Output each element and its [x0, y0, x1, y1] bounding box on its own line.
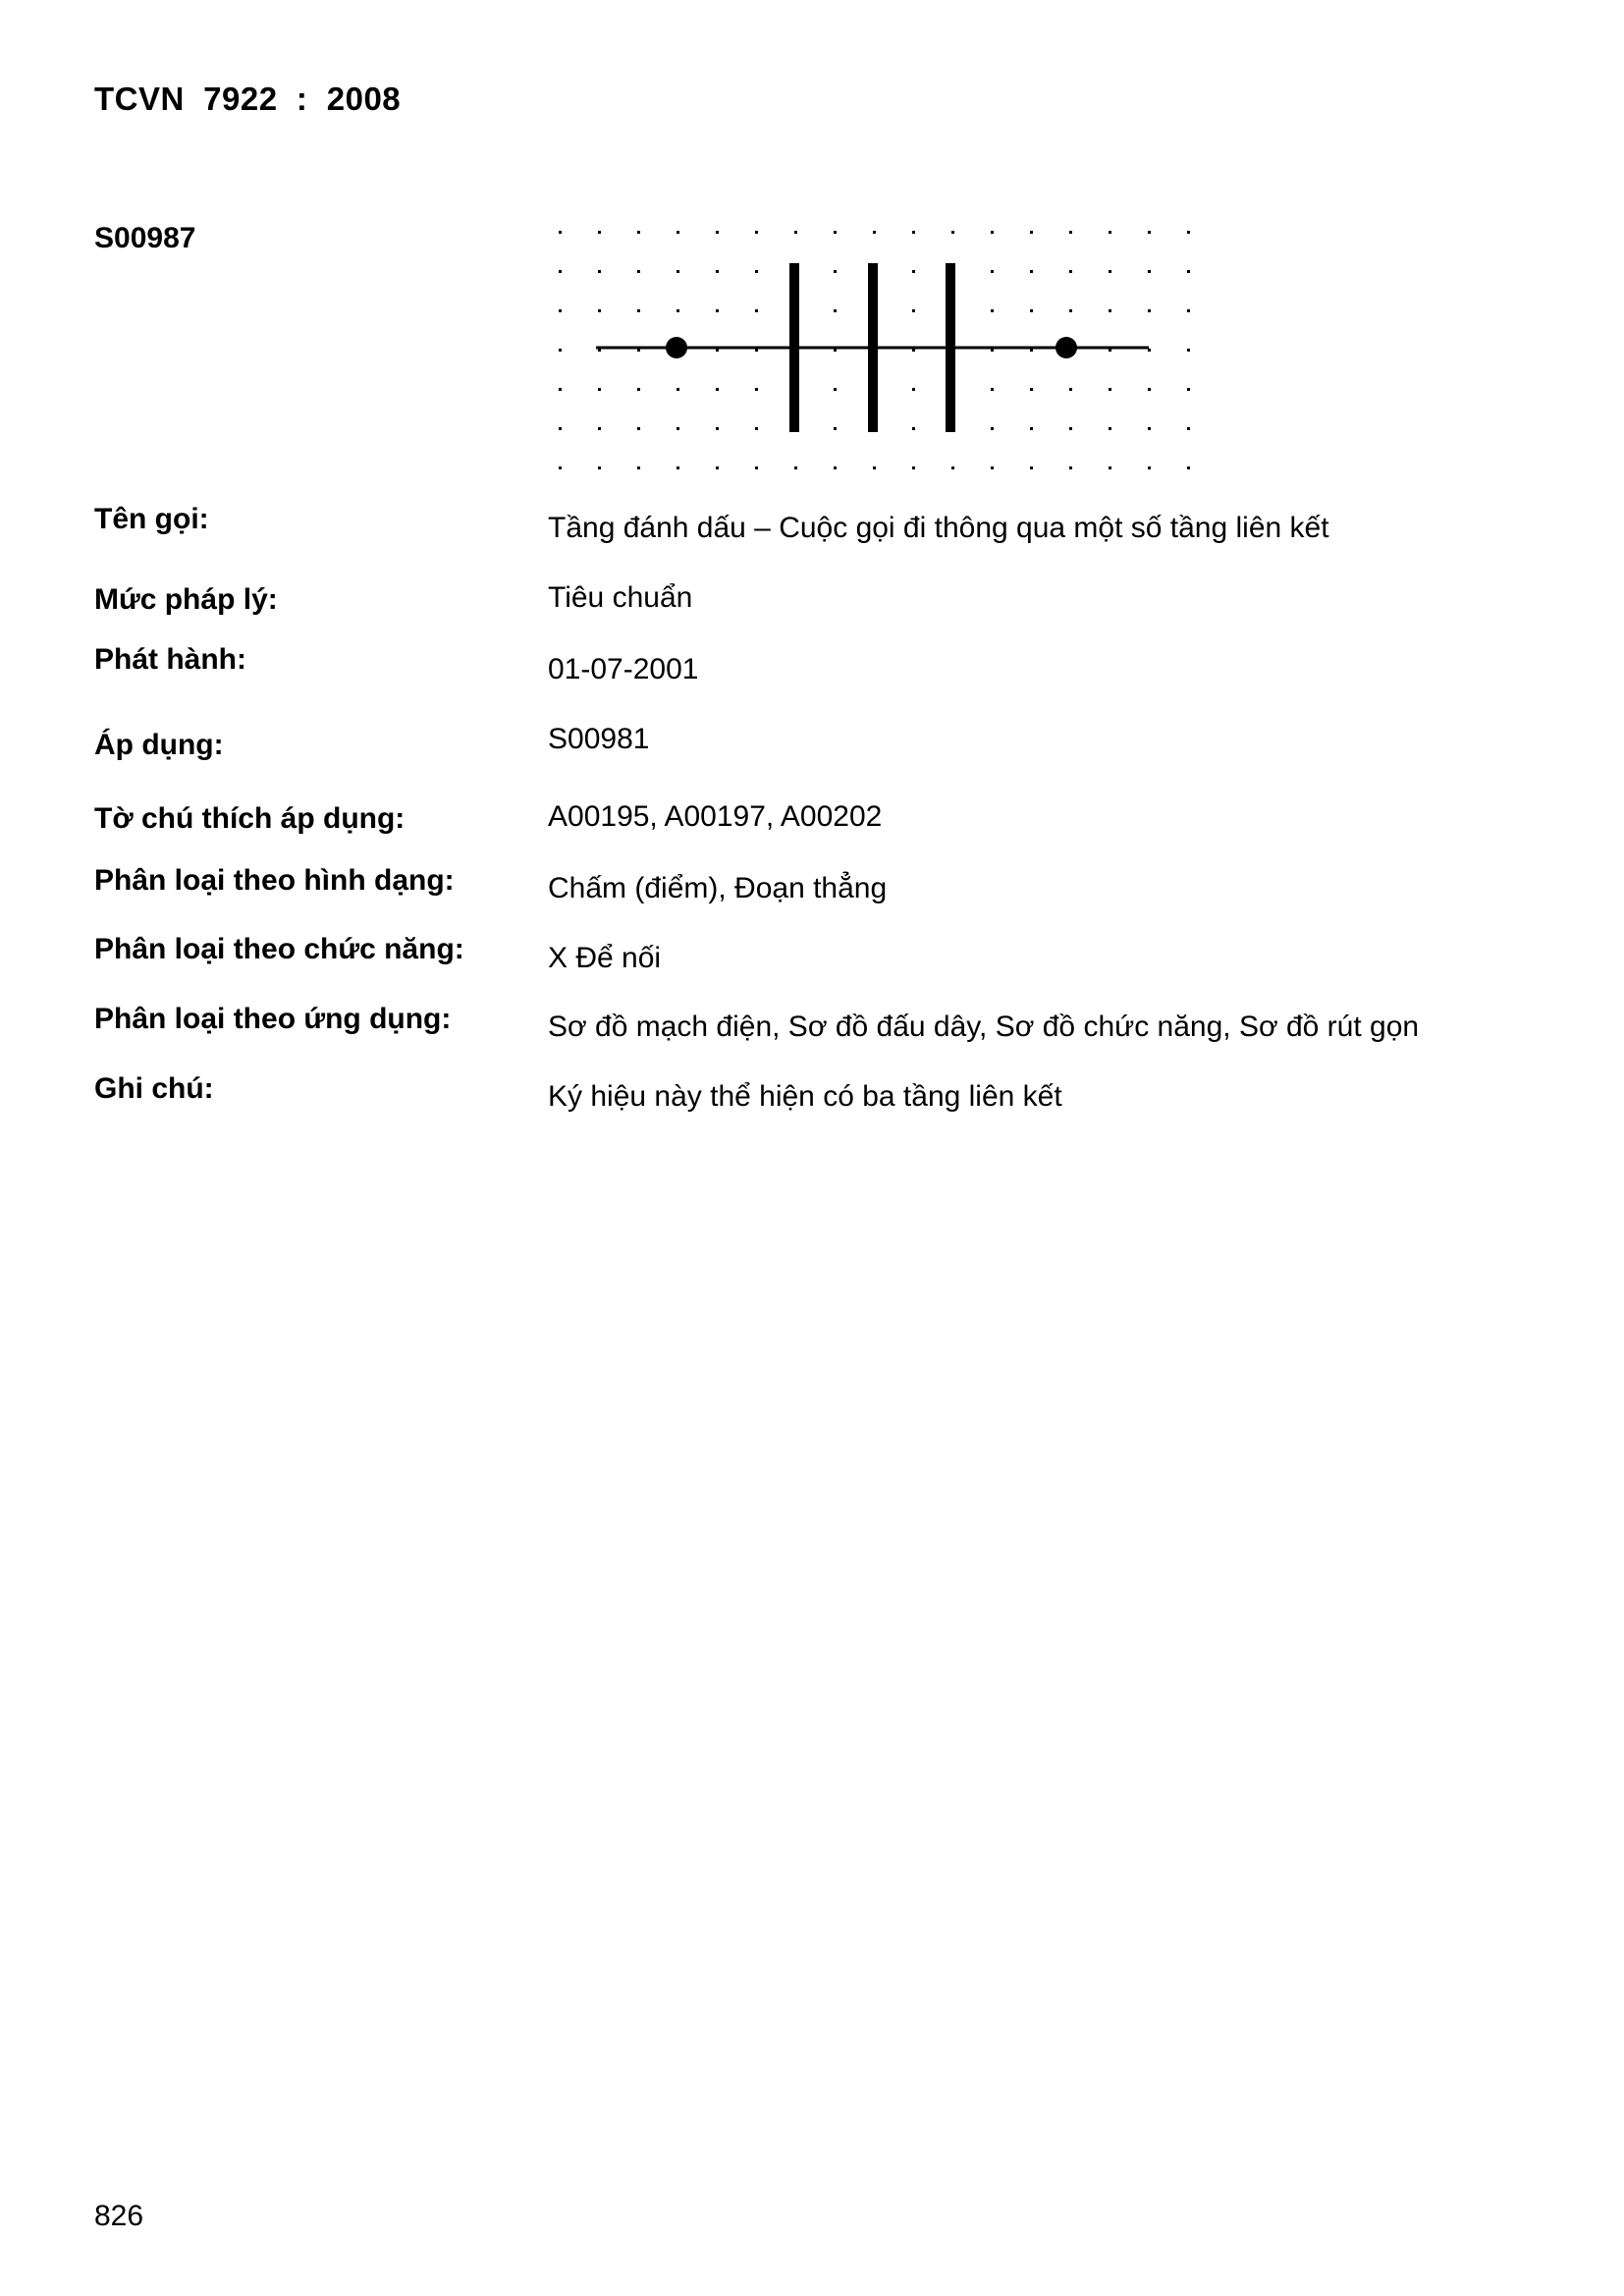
grid-dot: [912, 270, 915, 273]
grid-dot: [677, 466, 679, 469]
grid-dot: [991, 270, 994, 273]
grid-dot: [951, 466, 954, 469]
grid-dot: [1109, 388, 1111, 391]
grid-dot: [794, 231, 797, 234]
grid-dot: [1148, 466, 1151, 469]
field-annotation-sheet-label: Tờ chú thích áp dụng:: [94, 802, 406, 835]
field-name-value: Tầng đánh dấu – Cuộc gọi đi thông qua một số tầng liên kết: [548, 512, 1329, 544]
grid-dot: [1109, 309, 1111, 312]
layer-bar-1: [789, 263, 799, 432]
field-legal-level-label: Mức pháp lý:: [94, 583, 278, 616]
grid-dot: [559, 231, 562, 234]
grid-dot: [637, 388, 640, 391]
grid-dot: [1069, 231, 1072, 234]
field-note-value: Ký hiệu này thể hiện có ba tầng liên kết: [548, 1080, 1062, 1113]
grid-dot: [637, 427, 640, 430]
symbol-code: S00987: [94, 222, 196, 254]
grid-dot: [755, 427, 758, 430]
field-application-class-label: Phân loại theo ứng dụng:: [94, 1003, 452, 1035]
grid-dot: [1148, 388, 1151, 391]
field-function-class-label: Phân loại theo chức năng:: [94, 933, 464, 965]
grid-dot: [1030, 466, 1033, 469]
field-note-label: Ghi chú:: [94, 1072, 214, 1105]
grid-dot: [1069, 388, 1072, 391]
grid-dot: [991, 427, 994, 430]
grid-dot: [677, 231, 679, 234]
grid-dot: [1109, 231, 1111, 234]
grid-dot: [559, 270, 562, 273]
grid-dot: [912, 309, 915, 312]
grid-dot: [1187, 388, 1190, 391]
layer-bar-2: [868, 263, 878, 432]
grid-dot: [598, 270, 601, 273]
grid-dot: [559, 427, 562, 430]
grid-dot: [873, 466, 876, 469]
grid-dot: [755, 231, 758, 234]
grid-dot: [677, 309, 679, 312]
grid-dot: [1187, 349, 1190, 352]
grid-dot: [598, 388, 601, 391]
field-shape-class-value: Chấm (điểm), Đoạn thẳng: [548, 872, 888, 904]
field-name-label: Tên gọi:: [94, 503, 209, 535]
grid-dot: [873, 231, 876, 234]
grid-dot: [834, 466, 837, 469]
grid-dot: [637, 309, 640, 312]
grid-dot: [716, 270, 719, 273]
grid-dot: [716, 309, 719, 312]
connection-dot-right: [1056, 337, 1077, 358]
grid-dot: [559, 466, 562, 469]
grid-dot: [637, 231, 640, 234]
grid-dot: [1069, 309, 1072, 312]
grid-dot: [716, 466, 719, 469]
grid-dot: [834, 270, 837, 273]
grid-dot: [1030, 270, 1033, 273]
field-applies-value: S00981: [548, 723, 650, 755]
grid-dot: [1109, 270, 1111, 273]
grid-dot: [598, 466, 601, 469]
grid-dot: [755, 388, 758, 391]
grid-dot: [1187, 231, 1190, 234]
grid-dot: [677, 388, 679, 391]
grid-dot: [598, 231, 601, 234]
grid-dot: [1030, 388, 1033, 391]
grid-dot: [677, 427, 679, 430]
grid-dot: [637, 270, 640, 273]
grid-dot: [951, 231, 954, 234]
grid-dot: [559, 388, 562, 391]
symbol-diagram: [535, 210, 1213, 485]
grid-dot: [834, 427, 837, 430]
grid-dot: [1030, 231, 1033, 234]
grid-dot: [1187, 427, 1190, 430]
connection-dot-left: [666, 337, 687, 358]
grid-dot: [834, 231, 837, 234]
grid-dot: [834, 388, 837, 391]
field-function-class-value: X Để nối: [548, 942, 662, 974]
grid-dot: [598, 427, 601, 430]
field-shape-class-label: Phân loại theo hình dạng:: [94, 864, 455, 897]
grid-dot: [1187, 270, 1190, 273]
field-application-class-value: Sơ đồ mạch điện, Sơ đồ đấu dây, Sơ đồ chức năng, Sơ đồ rút gọn: [548, 1011, 1420, 1043]
grid-dot: [1069, 270, 1072, 273]
grid-dot: [1069, 466, 1072, 469]
grid-dot: [991, 309, 994, 312]
grid-dot: [1030, 309, 1033, 312]
grid-dot: [991, 231, 994, 234]
grid-dot: [677, 270, 679, 273]
grid-dot: [1148, 427, 1151, 430]
field-annotation-sheet-value: A00195, A00197, A00202: [548, 800, 883, 833]
grid-dot: [912, 466, 915, 469]
grid-dot: [912, 427, 915, 430]
grid-dot: [716, 388, 719, 391]
page-number: 826: [94, 2200, 144, 2232]
grid-dot: [912, 231, 915, 234]
field-legal-level-value: Tiêu chuẩn: [548, 581, 693, 614]
grid-dot: [991, 466, 994, 469]
grid-dot: [1109, 427, 1111, 430]
grid-dot: [834, 309, 837, 312]
grid-dot: [559, 309, 562, 312]
grid-dot: [1148, 309, 1151, 312]
grid-dot: [716, 231, 719, 234]
grid-dot: [716, 427, 719, 430]
grid-dot: [912, 388, 915, 391]
grid-dot: [1069, 427, 1072, 430]
grid-dot: [1109, 466, 1111, 469]
grid-dot: [598, 309, 601, 312]
grid-dot: [559, 349, 562, 352]
field-issued-value: 01-07-2001: [548, 653, 699, 685]
grid-dot: [1187, 466, 1190, 469]
grid-dot: [794, 466, 797, 469]
grid-dot: [755, 466, 758, 469]
grid-dot: [991, 388, 994, 391]
standard-header: TCVN 7922 : 2008: [94, 81, 402, 117]
layer-bar-3: [946, 263, 955, 432]
grid-dot: [637, 466, 640, 469]
grid-dot: [1030, 427, 1033, 430]
grid-dot: [755, 270, 758, 273]
grid-dot: [755, 309, 758, 312]
grid-dot: [1187, 309, 1190, 312]
grid-dot: [1148, 231, 1151, 234]
field-applies-label: Áp dụng:: [94, 729, 224, 761]
field-issued-label: Phát hành:: [94, 643, 246, 676]
grid-dot: [1148, 270, 1151, 273]
